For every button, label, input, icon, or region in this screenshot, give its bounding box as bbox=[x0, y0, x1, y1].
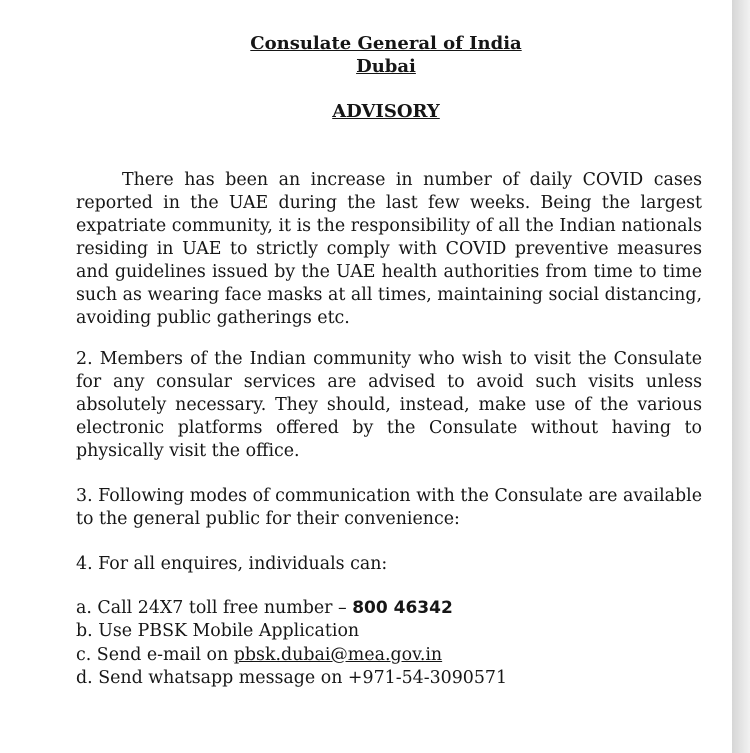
call-label: a. Call 24X7 toll free number – bbox=[76, 598, 353, 618]
paragraph-enquiries: 4. For all enquires, individuals can: bbox=[76, 554, 388, 574]
paragraph-communication-modes: 3. Following modes of communication with the Consulate are available to the general public for their convenience: bbox=[76, 486, 702, 529]
email-link[interactable]: pbsk.dubai@mea.gov.in bbox=[233, 644, 443, 665]
email-label: c. Send e-mail on bbox=[76, 644, 234, 665]
consulate-name: Consulate General of India bbox=[250, 33, 522, 54]
contact-list bbox=[76, 597, 507, 690]
city-name: Dubai bbox=[356, 56, 416, 77]
document-title: ADVISORY bbox=[332, 101, 440, 122]
page-edge-shadow bbox=[732, 0, 750, 753]
paragraph-covid-measures: There has been an increase in number of daily COVID cases reported in the UAE during the last few weeks. Being the largest expatriate community, it is the responsibility of all the Indian nationals residing in UAE to strictly comply with COVID preventive measures and guidelines issued by the UAE health authorities from time to time such as wearing face masks at all times, maintaining social distancing, avoiding public gatherings etc. bbox=[76, 170, 702, 328]
contact-item-whatsapp: d. Send whatsapp message on +971-54-3090571 bbox=[76, 667, 508, 688]
contact-item-email bbox=[76, 644, 507, 667]
contact-item-call bbox=[76, 597, 507, 620]
toll-free-number: 800 46342 bbox=[352, 598, 453, 618]
contact-item-app: b. Use PBSK Mobile Application bbox=[76, 621, 360, 642]
paragraph-avoid-visits: 2. Members of the Indian community who wish to visit the Consulate for any consular services are advised to avoid such visits unless absolutely necessary. They should, instead, make use of the various electronic platforms offered by the Consulate without having to physically visit the office. bbox=[76, 349, 702, 461]
